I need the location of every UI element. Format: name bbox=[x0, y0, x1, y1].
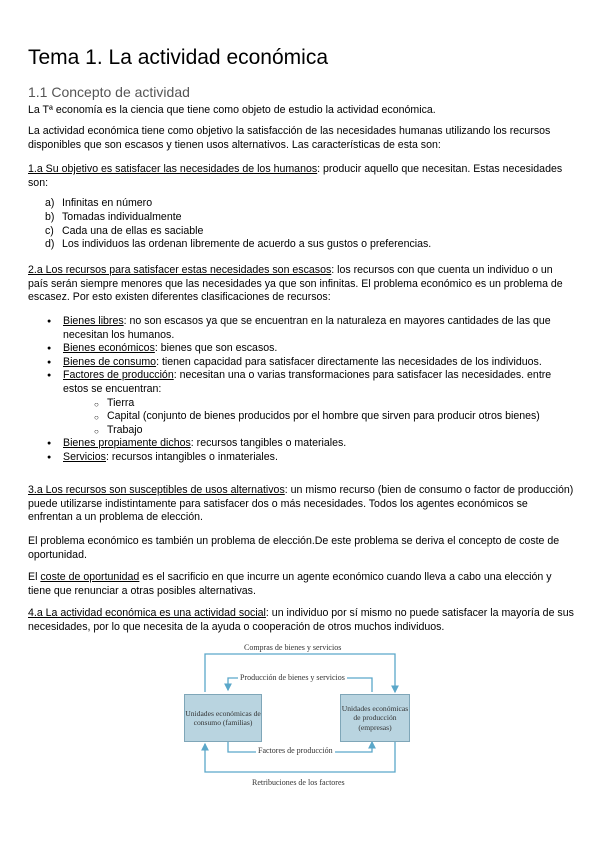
needs-list bbox=[28, 197, 431, 252]
opportunity-cost-term: coste de oportunidad bbox=[40, 571, 140, 583]
point-4-heading: 4.a La actividad económica es una actividad social bbox=[28, 607, 266, 619]
circular-flow-diagram bbox=[150, 640, 412, 790]
label-factors: Factores de producción bbox=[258, 746, 333, 755]
list-item: c) Cada una de ellas es saciable bbox=[45, 224, 204, 237]
factors-sublist bbox=[63, 397, 574, 438]
intro-paragraph: La Tª economía es la ciencia que tiene como objeto de estudio la actividad económica. bbox=[28, 104, 436, 116]
point-2 bbox=[28, 264, 574, 305]
point-2-heading: 2.a Los recursos para satisfacer estas necesidades son escasos bbox=[28, 264, 332, 276]
point-1 bbox=[28, 163, 574, 190]
list-item: a) Infinitas en número bbox=[45, 197, 153, 209]
list-item: b) Tomadas individualmente bbox=[45, 210, 182, 223]
point-4-text: : un individuo por sí mismo no puede satisfacer la mayoría de sus necesidades, por lo que necesita de la ayuda o cooperación de otros muchos individuos. bbox=[28, 607, 574, 633]
list-item: ● Factores de producción: necesitan una o varias transformaciones para satisfacer las necesidades. entre estos se encuentran: ○ Tierra ○ Capital (conjunto de bienes producidos por el hombre que sirven para producir otros bienes) ○ Trabajo bbox=[28, 369, 574, 437]
label-production: Producción de bienes y servicios bbox=[240, 673, 345, 682]
list-item: ● Bienes económicos: bienes que son escasos. bbox=[28, 342, 574, 356]
list-item: ● Bienes propiamente dichos: recursos tangibles o materiales. bbox=[28, 437, 574, 451]
page-title: Tema 1. La actividad económica bbox=[28, 46, 328, 69]
point-1-heading: 1.a Su objetivo es satisfacer las necesidades de los humanos bbox=[28, 163, 318, 175]
firms-box: Unidades económicas de producción (empresas) bbox=[340, 694, 410, 742]
paragraph-objective: La actividad económica tiene como objetivo la satisfacción de las necesidades humanas utilizando los recursos disponibles que son escasos y tienen usos alternativos. Las características de esta son: bbox=[28, 125, 551, 151]
households-box: Unidades económicas de consumo (familias) bbox=[184, 694, 262, 742]
list-item: ● Bienes libres: no son escasos ya que se encuentran en la naturaleza en mayores cantidades de las que necesitan los humanos. bbox=[28, 315, 574, 342]
section-heading: 1.1 Concepto de actividad bbox=[28, 84, 190, 100]
resources-list bbox=[28, 315, 574, 465]
sublist-item: ○ Tierra bbox=[63, 397, 574, 411]
point-4 bbox=[28, 607, 574, 634]
sublist-item: ○ Trabajo bbox=[63, 424, 574, 438]
point-3-text: : un mismo recurso (bien de consumo o factor de producción) puede utilizarse indistintamente para satisfacer dos o más necesidades. Todos los agentes económicos se enfrentan a un problema de elección. bbox=[28, 484, 574, 524]
list-item: d) Los individuos las ordenan libremente de acuerdo a sus gustos o preferencias. bbox=[45, 238, 432, 251]
point-2-text: : los recursos con que cuenta un individuo o un país serán siempre menores que las necesidades ya que son infinitas. El problema económico es un problema de escasez. Por esto existen diferentes clasificaciones de recursos: bbox=[28, 264, 563, 304]
paragraph-choice: El problema económico es también un problema de elección.De este problema se deriva el concepto de coste de oportunidad. bbox=[28, 535, 560, 561]
label-purchases: Compras de bienes y servicios bbox=[244, 643, 342, 652]
point-3-heading: 3.a Los recursos son susceptibles de usos alternativos bbox=[28, 484, 285, 496]
paragraph-opportunity-cost: El coste de oportunidad es el sacrificio en que incurre un agente económico cuando lleva a cabo una elección y tiene que renunciar a otras posibles alternativas. bbox=[28, 571, 552, 597]
list-item: ● Servicios: recursos intangibles o inmateriales. bbox=[28, 451, 574, 465]
list-item: ● Bienes de consumo: tienen capacidad para satisfacer directamente las necesidades de los individuos. bbox=[28, 356, 574, 370]
sublist-item: ○ Capital (conjunto de bienes producidos por el hombre que sirven para producir otros bienes) bbox=[63, 410, 574, 424]
point-1-text: : producir aquello que necesitan. Estas necesidades son: bbox=[28, 163, 563, 189]
label-retributions: Retribuciones de los factores bbox=[252, 778, 345, 787]
point-3 bbox=[28, 484, 574, 525]
outer-bottom-arrow bbox=[205, 740, 395, 772]
